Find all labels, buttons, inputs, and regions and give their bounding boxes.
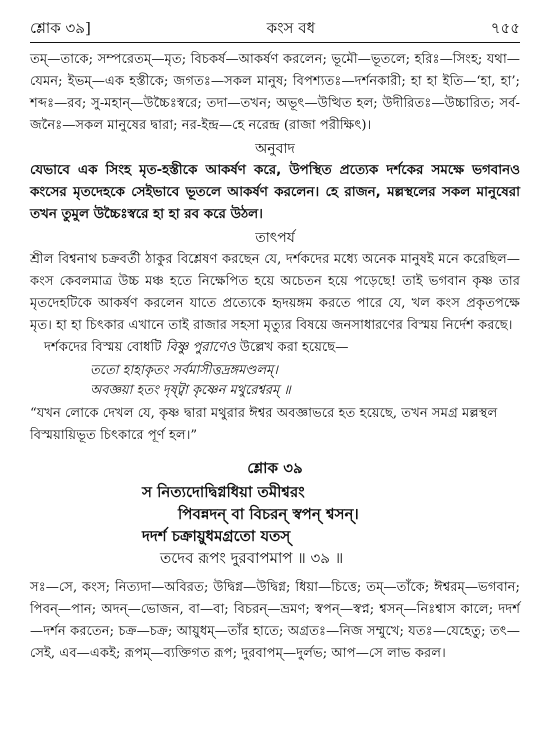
quote-translation: “যখন লোকে দেখল যে, কৃষ্ণ দ্বারা মথুরার ঈশ্বর অবজ্ঞাভরে হত হয়েছে, তখন সমগ্র মল্লস্থল বিস্ময়ায়িভূত চিৎকারে পূর্ণ হল।” bbox=[30, 406, 498, 443]
header-chapter-title: কংস বধ bbox=[266, 19, 315, 37]
verse-line-3: দদর্শ চক্রায়ুধমগ্রতো যতস্ bbox=[142, 527, 291, 545]
verse-line-2: পিবন্নদন্ বা বিচরন্ স্বপন্ শ্বসন্। bbox=[178, 505, 359, 523]
purport-p2-pre: দর্শকদের বিস্ময় বোধটি bbox=[44, 340, 166, 355]
header-page-number: ৭৫৫ bbox=[490, 19, 520, 37]
purport-p2-post: উল্লেখ করা হয়েছে— bbox=[235, 340, 349, 355]
quote-line-1: ততো হাহাকৃতং সর্বমাসীত্তদ্রঙ্গমণ্ডলম্। bbox=[90, 363, 278, 378]
translation-heading: অনুবাদ bbox=[255, 141, 295, 157]
purport-heading: তাৎপর্য bbox=[255, 230, 295, 246]
verse bbox=[30, 481, 520, 569]
quote-line-2: অবজ্ঞয়া হতং দৃষ্ট্বা কৃষ্ণেন মথুরেশ্বরম্ ॥ bbox=[90, 383, 291, 398]
sloka-title: শ্লোক ৩৯ bbox=[247, 459, 303, 477]
word-for-word-verse: সঃ—সে, কংস; নিত্যদা—অবিরত; উদ্বিগ্ন—উদ্বিগ্ন; ধিয়া—চিত্তে; তম্—তাঁকে; ঈশ্বরম্—ভগবান; পিবন্—পান; অদন্—ভোজন, বা—বা; বিচরন্—ভ্রমণ; স্বপন্—স্বপ্ন; শ্বসন্—নিঃশ্বাস কালে; দদর্শ—দর্শন করতেন; চক্র—চক্র; আয়ুধম্—তাঁর হাতে; অগ্রতঃ—নিজ সম্মুখে; যতঃ—যেহেতু; তৎ—সেই, এব—একই; রূপম্—ব্যক্তিগত রূপ; দুরবাপম্—দুর্লভ; আপ—সে লাভ করল। bbox=[30, 580, 520, 661]
quote-block bbox=[90, 361, 520, 401]
purport-paragraph-2 bbox=[30, 337, 520, 359]
page bbox=[30, 18, 520, 665]
purport-p2-italic: বিষ্ণু পুরাণেও bbox=[165, 340, 236, 355]
purport bbox=[30, 249, 520, 359]
translation-text: যেভাবে এক সিংহ মৃত-হস্তীকে আকর্ষণ করে, উপস্থিত প্রত্যেক দর্শকের সমক্ষে ভগবানও কংসের মৃতদেহকে সেইভাবে ভূতলে আকর্ষণ করলেন। হে রাজন, মল্লস্থলের সকল মানুষেরা তখন তুমুল উচ্চৈঃস্বরে হা হা রব করে উঠল। bbox=[30, 163, 520, 222]
page-header bbox=[30, 18, 520, 43]
header-verse-ref: শ্লোক ৩৯] bbox=[30, 19, 91, 37]
word-for-word-previous: তম্—তাকে; সম্পরেতম্—মৃত; বিচকর্ষ—আকর্ষণ করলেন; ভূমৌ—ভূতলে; হরিঃ—সিংহ; যথা—যেমন; ইভম্—এক হস্তীকে; জগতঃ—সকল মানুষ; বিপশ্যতঃ—দর্শনকারী; হা হা ইতি—‘হা, হা’; শব্দঃ—রব; সু-মহান্—উচ্চৈঃস্বরে; তদা—তখন; অভূৎ—উত্থিত হল; উদীরিতঃ—উচ্চারিত; সর্ব-জনৈঃ—সকল মানুষের দ্বারা; নর-ইন্দ্র—হে নরেন্দ্র (রাজা পরীক্ষিৎ)। bbox=[30, 52, 520, 133]
verse-line-4: তদেব রূপং দুরবাপমাপ ॥ ৩৯ ॥ bbox=[160, 549, 344, 567]
verse-line-1: স নিত্যদোদ্বিগ্নধিয়া তমীশ্বরং bbox=[142, 483, 305, 501]
purport-paragraph-1: শ্রীল বিশ্বনাথ চক্রবর্তী ঠাকুর বিশ্লেষণ করছেন যে, দর্শকদের মধ্যে অনেক মানুষই মনে করেছিল—কংস কেবলমাত্র উচ্চ মঞ্চ হতে নিক্ষেপিত হয়ে অচেতন হয়ে পড়েছে! তাই ভগবান কৃষ্ণ তার মৃতদেহটিকে আকর্ষণ করলেন যাতে প্রত্যেকে হৃদয়ঙ্গম করতে পারে যে, খল কংস প্রকৃতপক্ষে মৃত। হা হা চিৎকার এখানে তাই রাজার সহসা মৃত্যুর বিষয়ে জনসাধারণের বিস্ময় নির্দেশ করছে। bbox=[30, 252, 520, 333]
